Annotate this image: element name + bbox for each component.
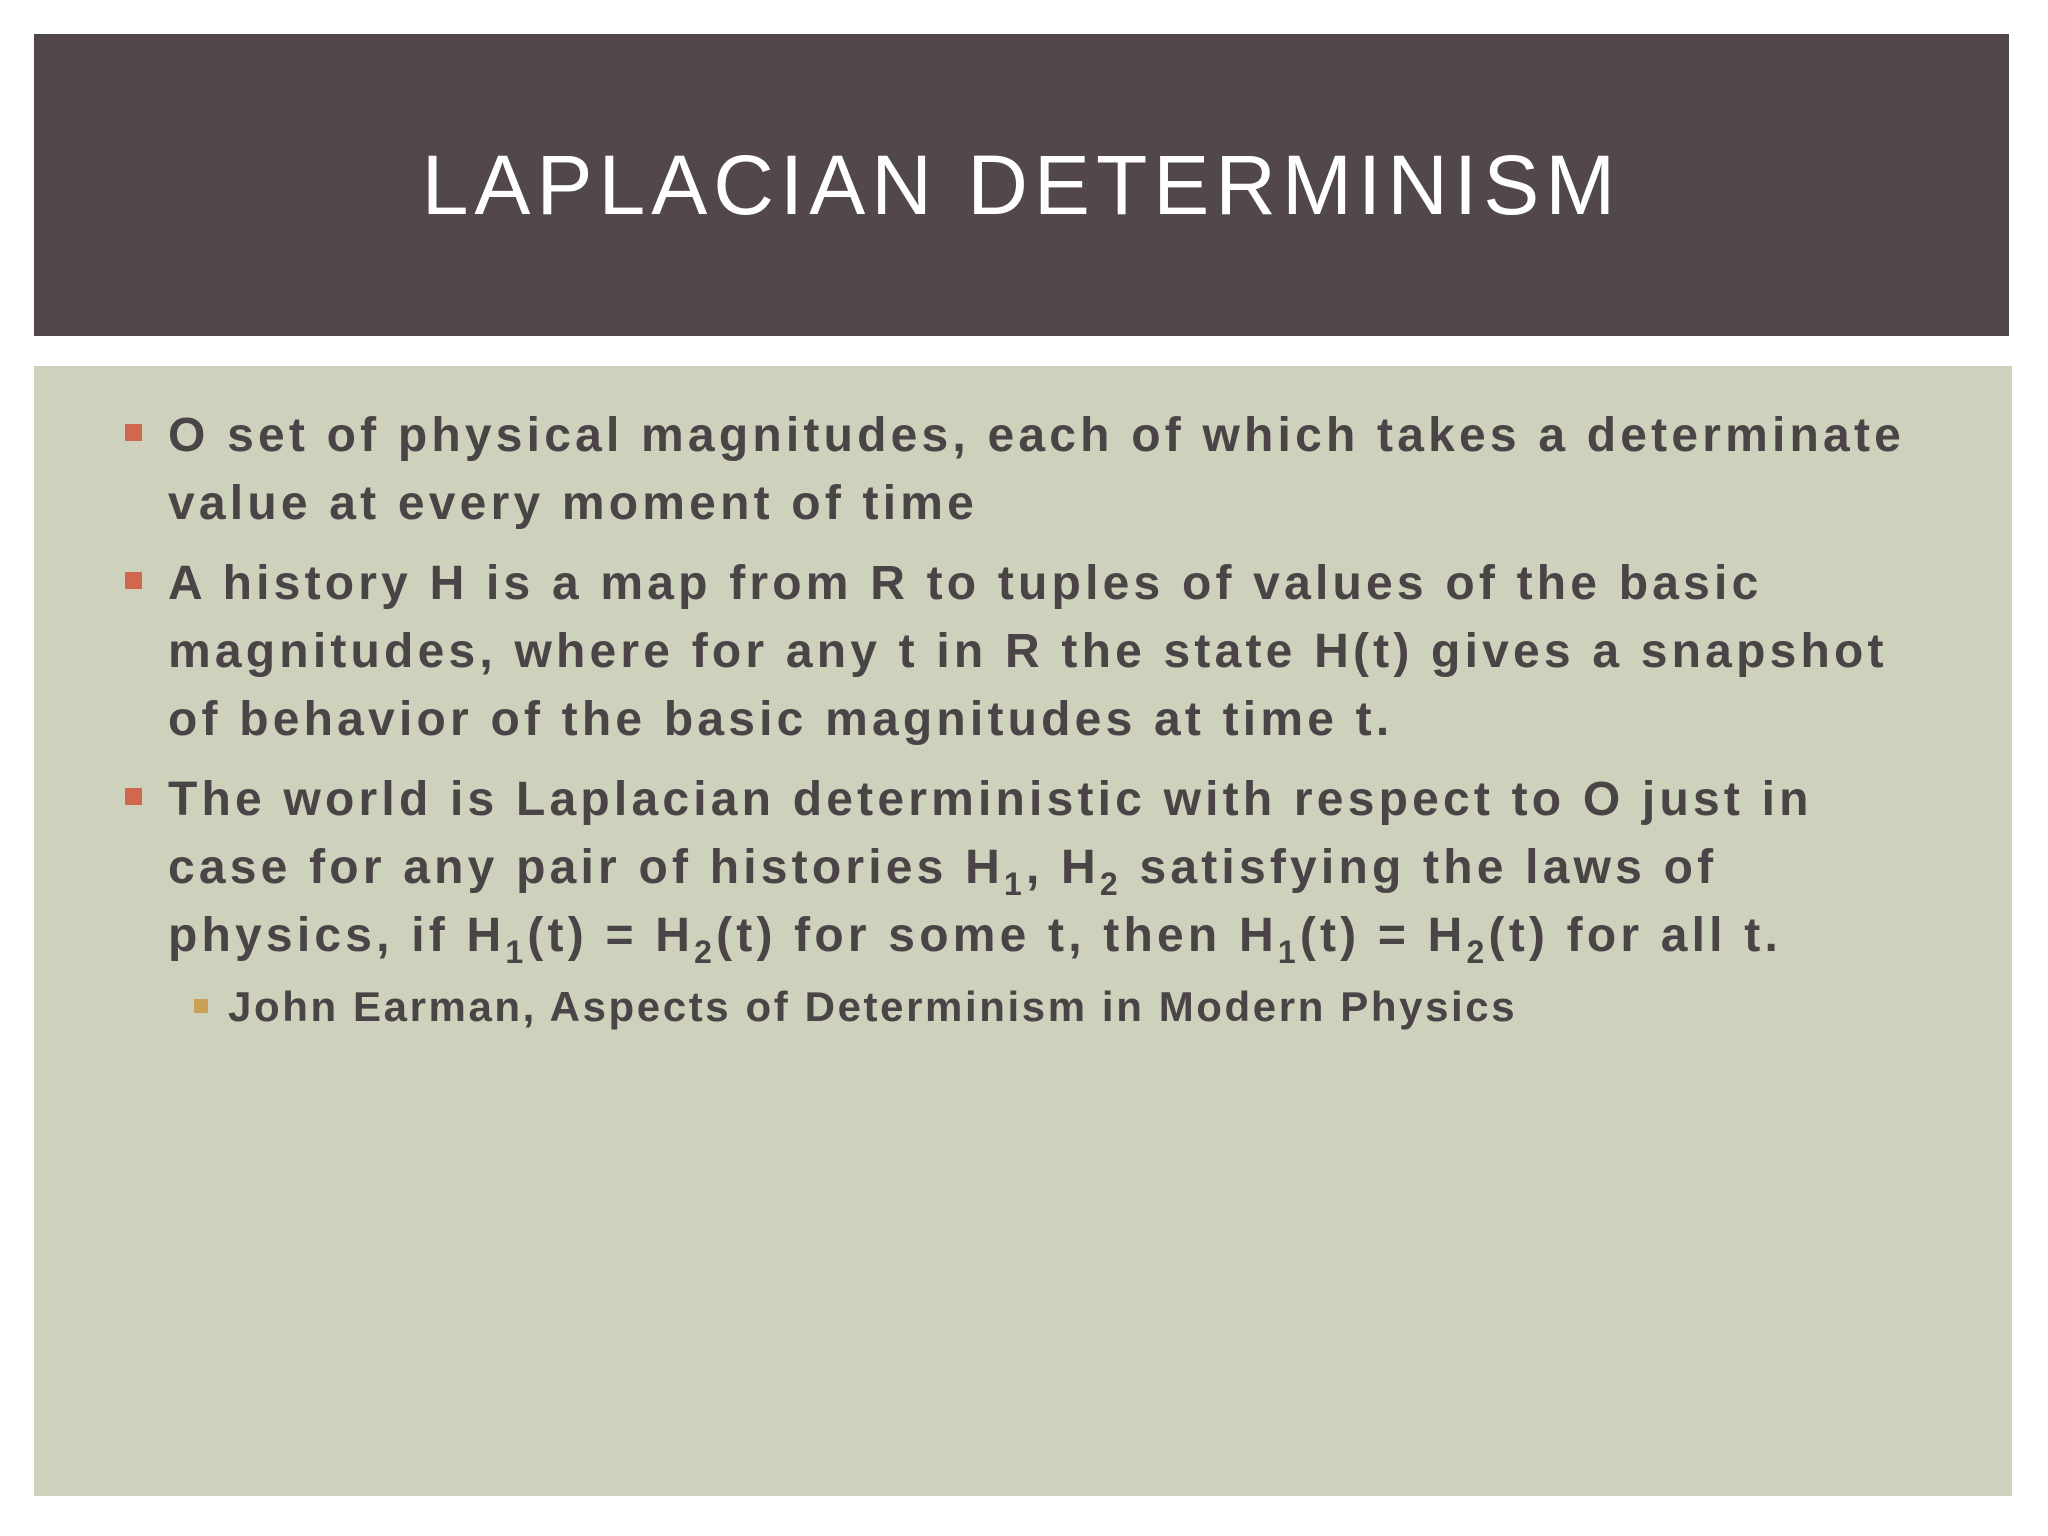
square-bullet-icon — [125, 788, 142, 805]
bullet-text-part: , H — [1025, 841, 1100, 894]
subscript: 2 — [1466, 934, 1489, 970]
bullet-list — [34, 402, 2012, 1038]
bullet-item — [34, 550, 2012, 754]
small-square-bullet-icon — [194, 999, 208, 1013]
bullet-text: A history H is a map from R to tuples of values of the basic magnitudes, where for any t in R the state H(t) gives a snapshot of behavior of the basic magnitudes at time t. — [168, 557, 1888, 746]
bullet-text-part: (t) = H — [1299, 909, 1467, 962]
bullet-text-part: (t) for all t. — [1488, 909, 1782, 962]
bullet-item — [34, 766, 2012, 970]
subscript: 1 — [1003, 866, 1026, 902]
sub-bullet-text: John Earman, Aspects of Determinism in Modern Physics — [228, 983, 1518, 1030]
title-bar — [34, 34, 2009, 336]
subscript: 1 — [1277, 934, 1300, 970]
slide-title: LAPLACIAN DETERMINISM — [421, 137, 1622, 232]
subscript: 2 — [1099, 866, 1122, 902]
subscript: 2 — [694, 934, 717, 970]
subscript: 1 — [505, 934, 528, 970]
bullet-text-part: satisfying the laws of physics, if H — [168, 841, 1718, 962]
square-bullet-icon — [125, 572, 142, 589]
content-area — [34, 366, 2012, 1496]
square-bullet-icon — [125, 424, 142, 441]
bullet-text — [168, 773, 1813, 970]
bullet-item — [34, 402, 2012, 538]
sub-bullet-item — [34, 976, 2012, 1038]
bullet-text-part: (t) for some t, then H — [716, 909, 1278, 962]
bullet-text-part: (t) = H — [527, 909, 695, 962]
bullet-text: O set of physical magnitudes, each of which takes a determinate value at every moment of time — [168, 409, 1906, 530]
bullet-text-part: The world is Laplacian deterministic with respect to O just in case for any pair of histories H — [168, 773, 1813, 894]
